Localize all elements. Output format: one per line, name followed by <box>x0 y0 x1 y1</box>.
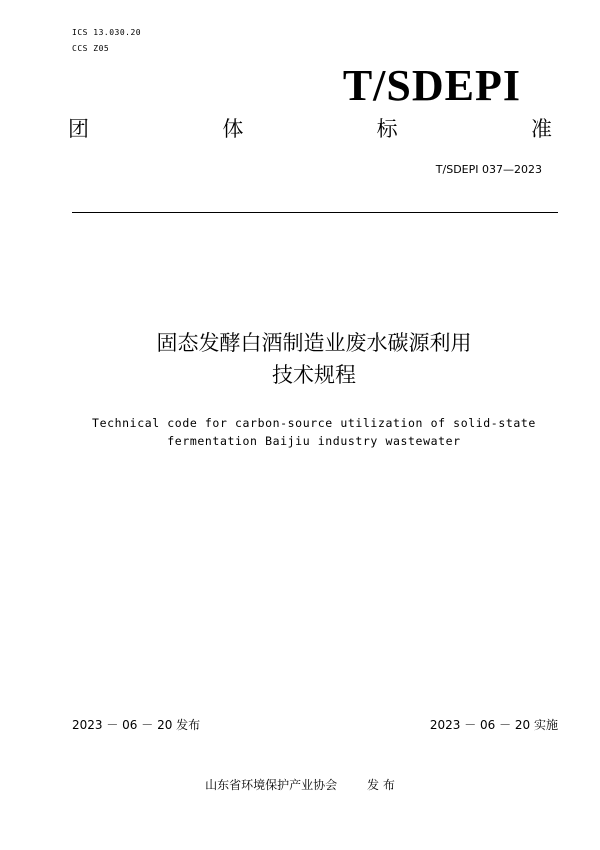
standard-type-char: 准 <box>530 117 552 141</box>
implementation-date: 2023 － 06 － 20 实施 <box>429 718 558 732</box>
english-title-line: Technical code for carbon-source utilization of solid-state <box>92 416 536 430</box>
header-divider <box>72 212 558 213</box>
standard-type-char: 团 <box>68 117 89 141</box>
standard-type-char: 体 <box>222 117 244 141</box>
issuer <box>0 776 600 793</box>
ccs-code: CCS Z05 <box>72 44 110 53</box>
chinese-title <box>0 327 600 391</box>
english-title <box>0 414 600 450</box>
chinese-title-line: 技术规程 <box>272 363 356 387</box>
standard-number: T/SDEPI 037—2023 <box>435 163 542 176</box>
standard-code-logo: T/SDEPI <box>342 61 521 110</box>
standard-type <box>68 116 552 142</box>
english-title-line: fermentation Baijiu industry wastewater <box>167 434 461 448</box>
standard-type-char: 标 <box>376 117 398 141</box>
issuer-action: 发 布 <box>367 778 395 792</box>
issuer-organization: 山东省环境保护产业协会 <box>205 778 338 792</box>
ics-code: ICS 13.030.20 <box>72 28 142 37</box>
chinese-title-line: 固态发酵白酒制造业废水碳源利用 <box>156 331 472 355</box>
issue-date: 2023 － 06 － 20 发布 <box>72 718 201 732</box>
